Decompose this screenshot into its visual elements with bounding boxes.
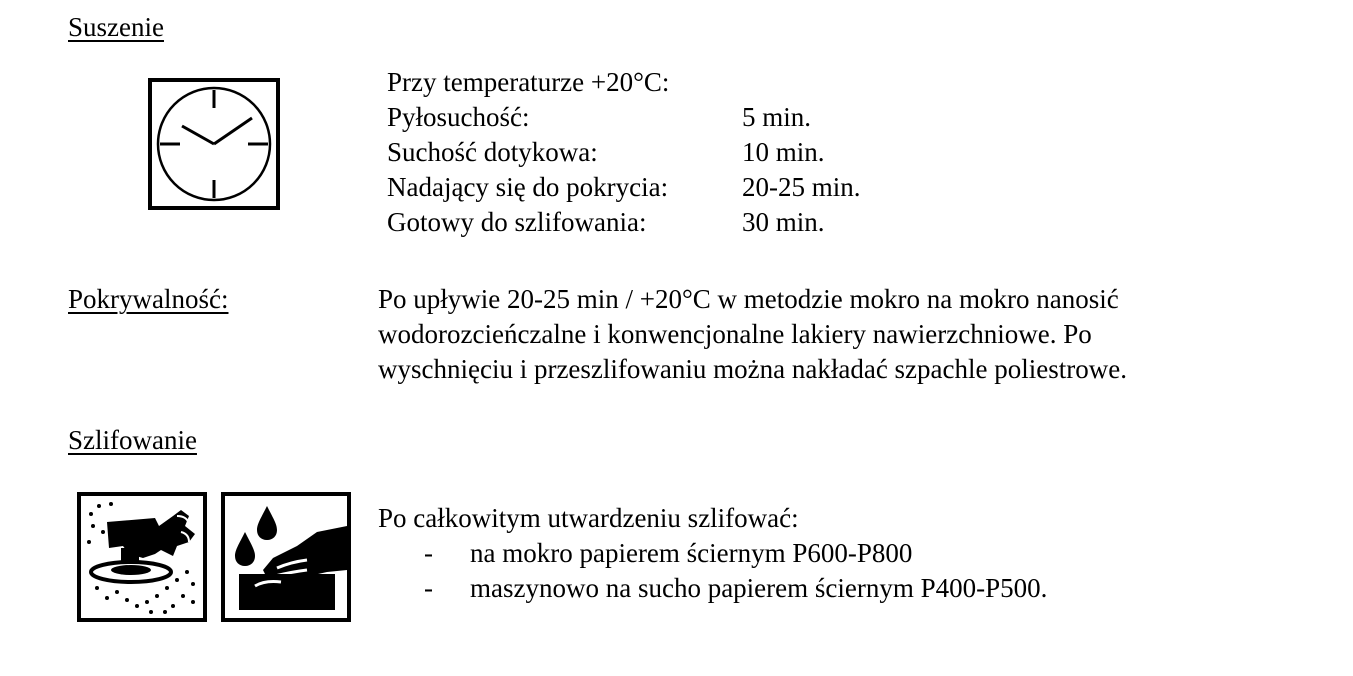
list-dash: - — [424, 538, 433, 568]
drying-row — [387, 205, 861, 240]
drying-row — [387, 100, 861, 135]
coverage-line: Po upływie 20-25 min / +20°C w metodzie mokro na mokro nanosić — [378, 284, 1119, 314]
list-item — [378, 571, 1047, 606]
drying-row — [387, 135, 861, 170]
drying-row-label: Suchość dotykowa: — [387, 137, 598, 167]
coverage-line: wodorozcieńczalne i konwencjonalne lakiery nawierzchniowe. Po — [378, 319, 1092, 349]
sanding-heading: Szlifowanie — [68, 425, 197, 455]
temperature-line: Przy temperaturze +20°C: — [387, 67, 670, 97]
drying-details — [387, 65, 861, 240]
drying-row-value: 30 min. — [742, 207, 825, 237]
machine-sanding-icon — [77, 492, 207, 622]
drying-row-value: 10 min. — [742, 137, 825, 167]
drying-row-value: 5 min. — [742, 102, 812, 132]
drying-row-label: Nadający się do pokrycia: — [387, 172, 669, 202]
drying-row-label: Pyłosuchość: — [387, 102, 530, 132]
wet-sanding-icon — [221, 492, 351, 622]
clock-icon — [148, 78, 280, 210]
coverage-paragraph — [378, 282, 1127, 387]
drying-row — [387, 170, 861, 205]
list-item — [378, 536, 1047, 571]
drying-heading: Suszenie — [68, 12, 164, 42]
coverage-line: wyschnięciu i przeszlifowaniu można nakładać szpachle poliestrowe. — [378, 354, 1127, 384]
drying-row-label: Gotowy do szlifowania: — [387, 207, 647, 237]
sanding-details — [378, 501, 1047, 606]
list-item-text: maszynowo na sucho papierem ściernym P400-P500. — [470, 573, 1048, 603]
drying-row-value: 20-25 min. — [742, 172, 861, 202]
list-item-text: na mokro papierem ściernym P600-P800 — [470, 538, 913, 568]
sanding-intro: Po całkowitym utwardzeniu szlifować: — [378, 503, 799, 533]
list-dash: - — [424, 573, 433, 603]
coverage-heading: Pokrywalność: — [68, 284, 229, 314]
